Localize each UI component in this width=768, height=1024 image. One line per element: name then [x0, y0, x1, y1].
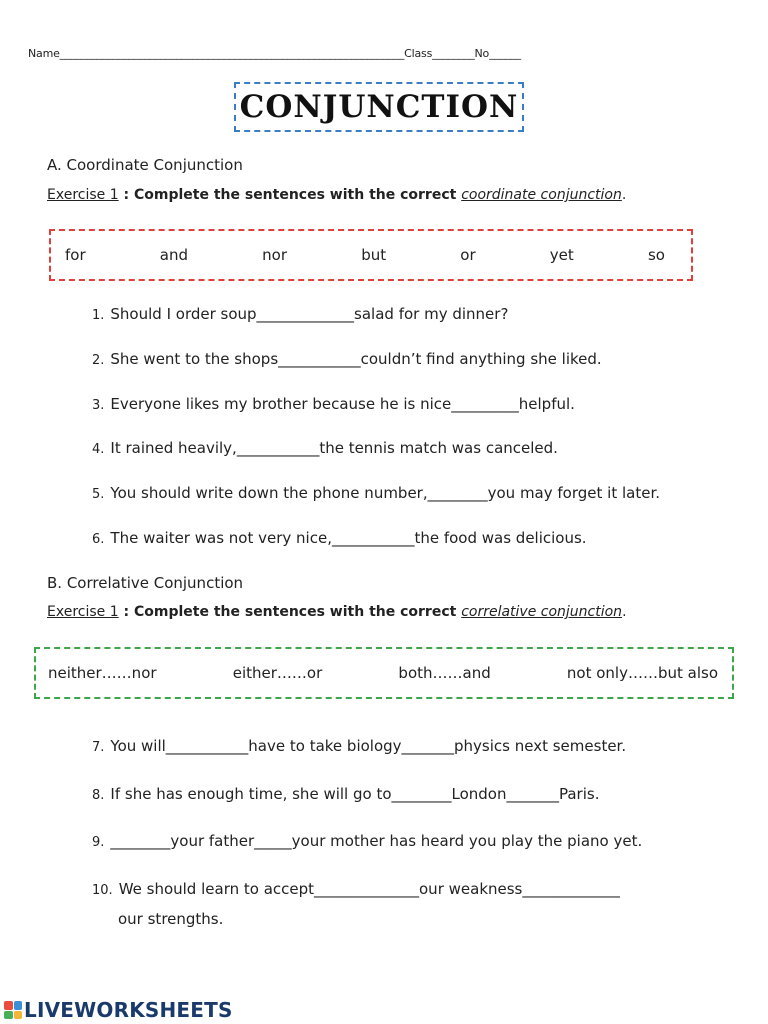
word-bank-item: but: [361, 246, 387, 264]
item-number: 10.: [92, 883, 113, 898]
class-blank[interactable]: ________: [432, 47, 475, 60]
item-number: 8.: [92, 788, 105, 803]
correlative-word-bank: [34, 647, 734, 699]
word-bank-item: neither……nor: [48, 664, 157, 682]
section-b-instruction: [47, 604, 627, 620]
footer-brand-text: LIVEWORKSHEETS: [24, 998, 233, 1022]
item-text: Everyone likes my brother because he is nice_________helpful.: [110, 395, 575, 413]
item-number: 1.: [92, 308, 105, 323]
exercise-item-10[interactable]: [92, 880, 620, 898]
item-number: 2.: [92, 353, 105, 368]
item-text: ________your father_____your mother has heard you play the piano yet.: [110, 832, 643, 850]
item-text: She went to the shops___________couldn’t find anything she liked.: [110, 350, 602, 368]
section-a-instruction: [47, 187, 626, 203]
student-info-line: [28, 47, 521, 60]
section-a-heading: A. Coordinate Conjunction: [47, 156, 243, 174]
exercise-item-2[interactable]: [92, 350, 602, 368]
name-label: Name: [28, 47, 60, 60]
footer-brand[interactable]: [4, 998, 233, 1022]
item-number: 9.: [92, 835, 105, 850]
word-bank-item: yet: [549, 246, 574, 264]
item-text: If she has enough time, she will go to________London_______Paris.: [110, 785, 600, 803]
word-bank-item: nor: [262, 246, 288, 264]
item-text: Should I order soup_____________salad for my dinner?: [110, 305, 509, 323]
class-label: Class: [404, 47, 433, 60]
item-text: The waiter was not very nice,___________the food was delicious.: [110, 529, 587, 547]
exercise-label: Exercise 1: [47, 604, 119, 620]
exercise-label: Exercise 1: [47, 187, 119, 203]
exercise-item-7[interactable]: [92, 737, 626, 755]
instruction-period: .: [621, 187, 627, 203]
instruction-text: : Complete the sentences with the correct: [118, 187, 462, 203]
name-blank[interactable]: _________________________________________________________________: [59, 47, 405, 60]
item-number: 5.: [92, 487, 105, 502]
item-number: 4.: [92, 442, 105, 457]
word-bank-item: either……or: [232, 664, 323, 682]
exercise-item-8[interactable]: [92, 785, 599, 803]
item-text: It rained heavily,___________the tennis match was canceled.: [110, 439, 558, 457]
item-number: 7.: [92, 740, 105, 755]
section-b-heading: B. Correlative Conjunction: [47, 574, 244, 592]
word-bank-item: for: [65, 246, 86, 264]
exercise-item-3[interactable]: [92, 395, 575, 413]
word-bank-item: and: [159, 246, 189, 264]
page-title: CONJUNCTION: [239, 89, 519, 125]
exercise-item-5[interactable]: [92, 484, 660, 502]
no-blank[interactable]: ______: [489, 47, 521, 60]
word-bank-item: not only……but also: [566, 664, 718, 682]
word-bank-item: both……and: [398, 664, 491, 682]
item-text: You will___________have to take biology_______physics next semester.: [110, 737, 627, 755]
instruction-period: .: [622, 604, 627, 620]
coordinate-word-bank: [49, 229, 693, 281]
word-bank-item: or: [460, 246, 476, 264]
exercise-item-6[interactable]: [92, 529, 587, 547]
exercise-item-1[interactable]: [92, 305, 508, 323]
exercise-item-9[interactable]: [92, 832, 642, 850]
instruction-text: : Complete the sentences with the correct: [118, 604, 462, 620]
item-number: 3.: [92, 398, 105, 413]
instruction-target: correlative conjunction: [461, 604, 623, 620]
liveworksheets-logo-icon: [4, 1001, 22, 1019]
word-bank-item: so: [647, 246, 665, 264]
item-text: You should write down the phone number,________you may forget it later.: [110, 484, 661, 502]
instruction-target: coordinate conjunction: [461, 187, 622, 203]
item-number: 6.: [92, 532, 105, 547]
item-text: We should learn to accept______________our weakness_____________: [118, 880, 620, 898]
no-label: No: [474, 47, 490, 60]
title-box: [234, 82, 524, 132]
exercise-item-10-continued: our strengths.: [118, 910, 224, 928]
exercise-item-4[interactable]: [92, 439, 558, 457]
